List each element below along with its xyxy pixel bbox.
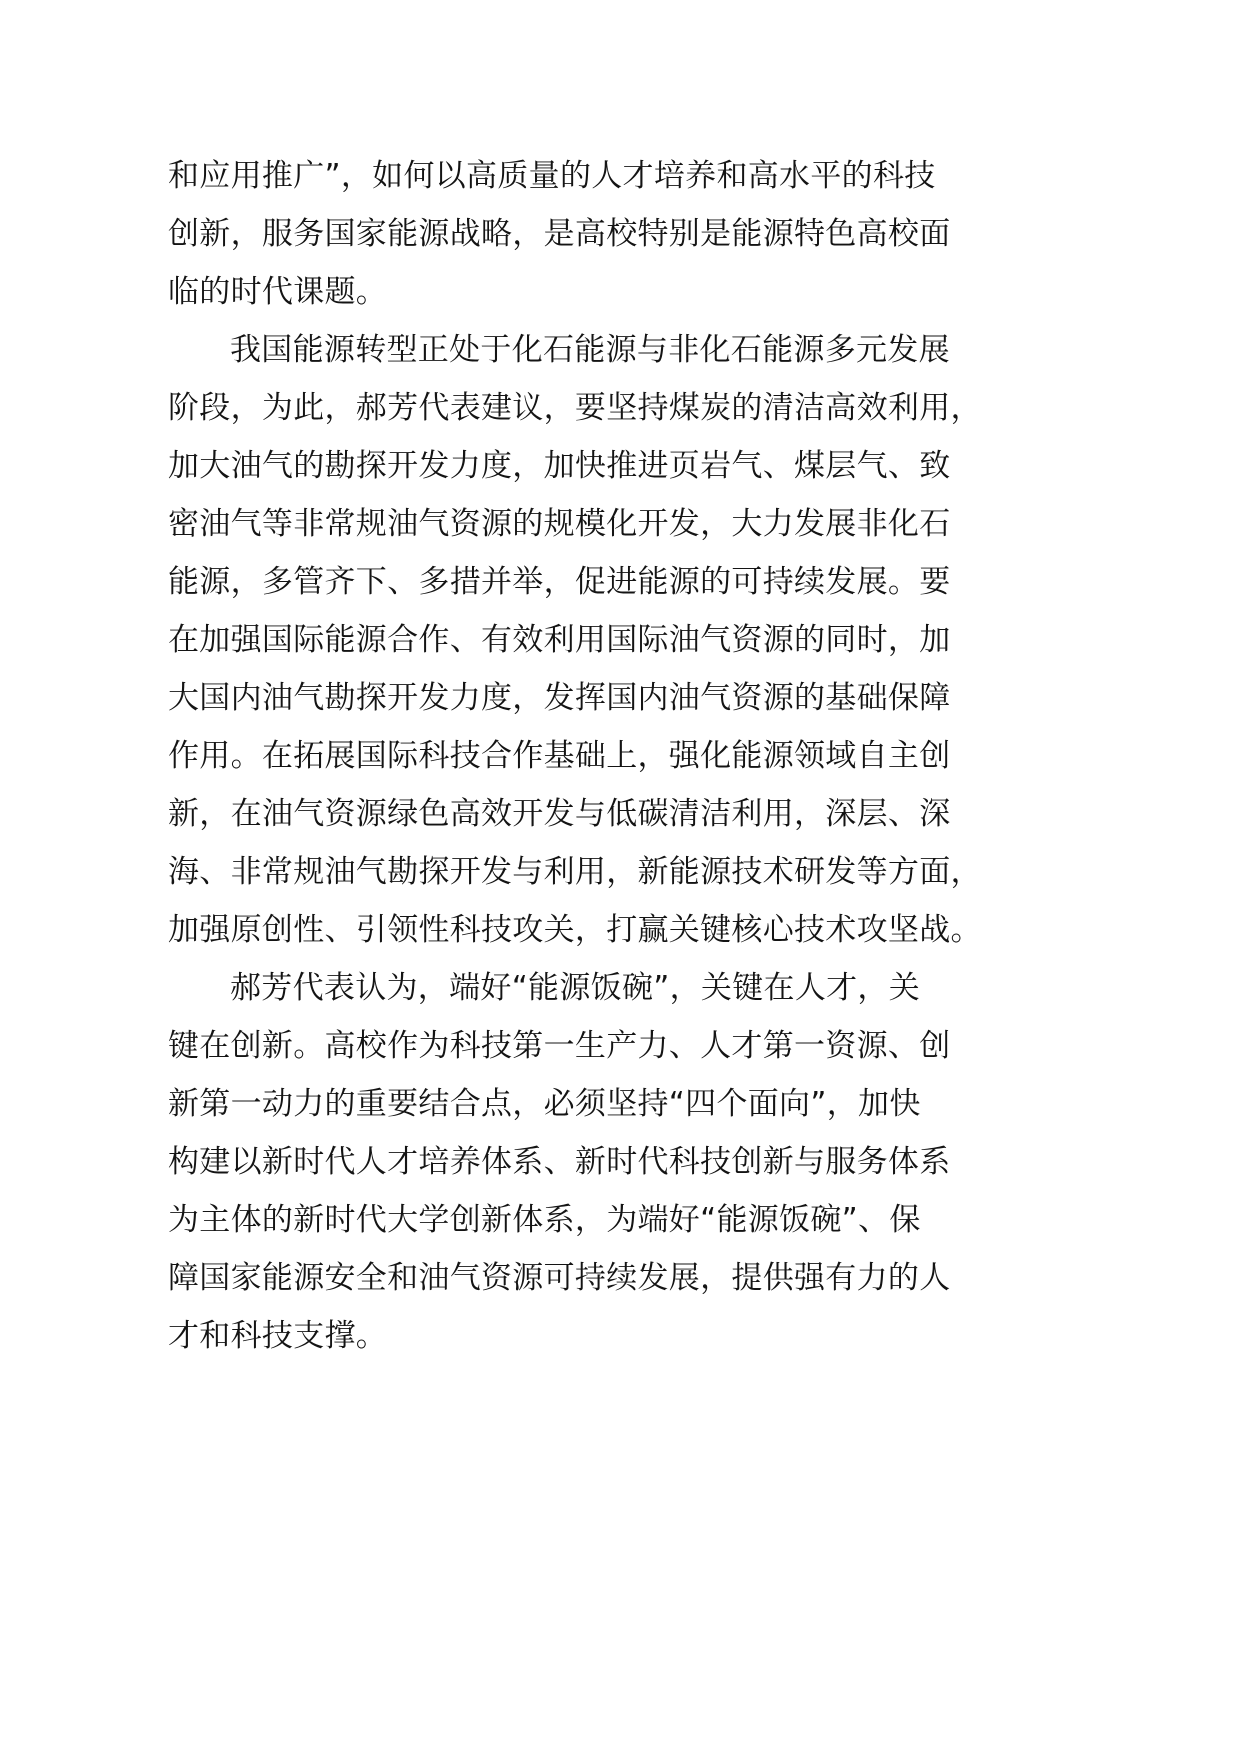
text-line: 密油气等非常规油气资源的规模化开发，大力发展非化石 xyxy=(168,506,951,542)
text-line: 作用。在拓展国际科技合作基础上，强化能源领域自主创 xyxy=(168,738,951,774)
text-line: 能源，多管齐下、多措并举，促进能源的可持续发展。要 xyxy=(168,564,951,600)
paragraph-first-line: 郝芳代表认为，端好“能源饭碗”，关键在人才，关 xyxy=(230,970,921,1006)
text-line: 和应用推广”，如何以高质量的人才培养和高水平的科技 xyxy=(168,158,936,194)
text-line: 新第一动力的重要结合点，必须坚持“四个面向”，加快 xyxy=(168,1086,921,1122)
text-line: 构建以新时代人才培养体系、新时代科技创新与服务体系 xyxy=(168,1144,951,1180)
text-line: 障国家能源安全和油气资源可持续发展，提供强有力的人 xyxy=(168,1260,951,1296)
text-line: 为主体的新时代大学创新体系，为端好“能源饭碗”、保 xyxy=(168,1202,921,1238)
text-line: 海、非常规油气勘探开发与利用，新能源技术研发等方面， xyxy=(168,854,982,890)
paragraph-first-line: 我国能源转型正处于化石能源与非化石能源多元发展 xyxy=(230,332,950,368)
text-line: 阶段，为此，郝芳代表建议，要坚持煤炭的清洁高效利用， xyxy=(168,390,982,426)
text-line: 创新，服务国家能源战略，是高校特别是能源特色高校面 xyxy=(168,216,951,252)
text-line: 临的时代课题。 xyxy=(168,274,388,310)
text-line: 键在创新。高校作为科技第一生产力、人才第一资源、创 xyxy=(168,1028,951,1064)
text-line: 在加强国际能源合作、有效利用国际油气资源的同时，加 xyxy=(168,622,951,658)
text-line: 加强原创性、引领性科技攻关，打赢关键核心技术攻坚战。 xyxy=(168,912,982,948)
text-line: 新，在油气资源绿色高效开发与低碳清洁利用，深层、深 xyxy=(168,796,951,832)
text-line: 加大油气的勘探开发力度，加快推进页岩气、煤层气、致 xyxy=(168,448,951,484)
text-line: 才和科技支撑。 xyxy=(168,1318,388,1354)
body-text xyxy=(168,152,982,1370)
text-line: 大国内油气勘探开发力度，发挥国内油气资源的基础保障 xyxy=(168,680,951,716)
